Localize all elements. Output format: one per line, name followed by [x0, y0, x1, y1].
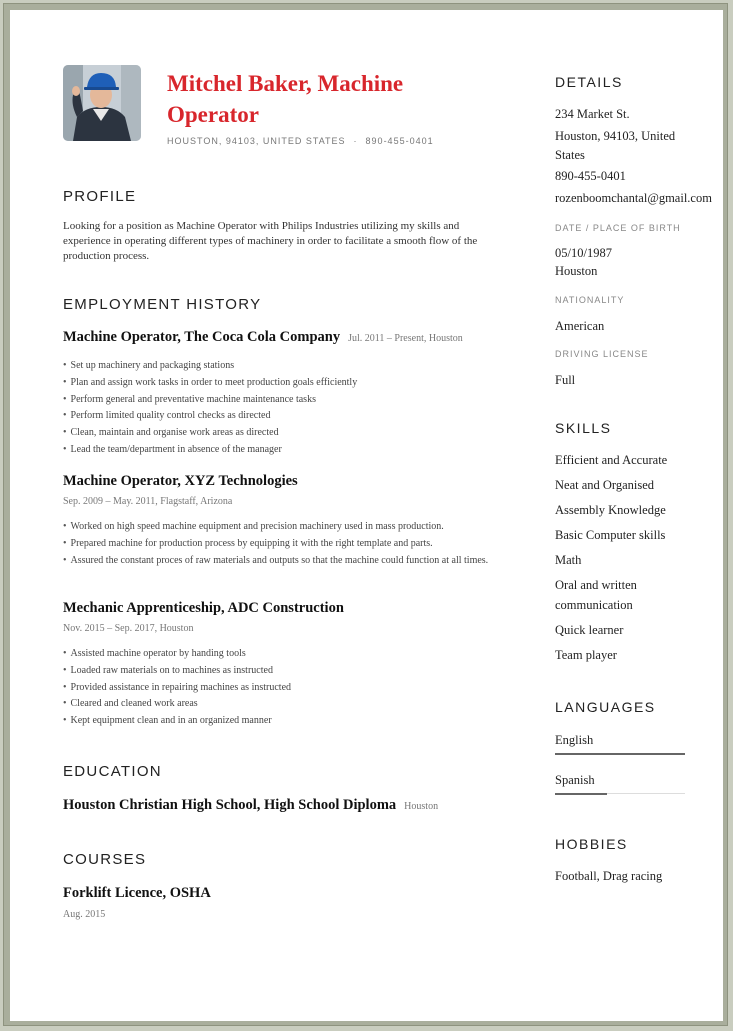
language-english: [555, 731, 685, 754]
details-phone: 890-455-0401: [555, 169, 626, 183]
list-item: • Perform general and preventative machine maintenance tasks: [63, 392, 493, 409]
job-title-1: [63, 329, 463, 346]
language-bar-fill: [555, 793, 607, 795]
skill-item: Oral and written communication: [555, 578, 637, 612]
dob-value: 05/10/1987: [555, 246, 612, 260]
languages-heading: LANGUAGES: [555, 699, 656, 715]
list-item: • Set up machinery and packaging stations: [63, 358, 493, 375]
employment-heading: EMPLOYMENT HISTORY: [63, 296, 262, 313]
skill-item: Neat and Organised: [555, 478, 655, 492]
job-bullets-3: [63, 646, 493, 730]
course-date: Aug. 2015: [63, 909, 106, 920]
hobbies-heading: HOBBIES: [555, 836, 628, 852]
profile-text: Looking for a position as Machine Operator with Philips Industries utilizing my skills and experience in operating different types of machinery in order to facilitate a smooth flow of the production process.: [63, 220, 478, 262]
education-location: Houston: [404, 801, 439, 812]
dob-label: DATE / PLACE OF BIRTH: [555, 223, 681, 233]
language-spanish: [555, 771, 685, 794]
courses-heading: COURSES: [63, 851, 147, 868]
language-name: Spanish: [555, 773, 595, 787]
list-item: • Provided assistance in repairing machines as instructed: [63, 680, 493, 697]
language-bar-track: [555, 793, 685, 794]
details-email[interactable]: rozenboomchantal@gmail.com: [555, 191, 712, 205]
list-item: • Assured the constant proces of raw materials and outputs so that the machine could function at all times.: [63, 553, 493, 570]
header-location: HOUSTON, 94103, UNITED STATES: [167, 136, 346, 146]
skill-item: Math: [555, 553, 582, 567]
profile-heading: PROFILE: [63, 188, 137, 205]
job-title-2: Machine Operator, XYZ Technologies: [63, 473, 298, 489]
license-label: DRIVING LICENSE: [555, 349, 649, 359]
list-item: • Lead the team/department in absence of the manager: [63, 442, 493, 459]
education-school: Houston Christian High School, High School Diploma: [63, 797, 397, 813]
details-address-1: 234 Market St.: [555, 107, 630, 121]
details-heading: DETAILS: [555, 74, 623, 90]
details-address-2: Houston, 94103, United States: [555, 129, 676, 162]
job-title-3: Mechanic Apprenticeship, ADC Construction: [63, 600, 344, 616]
skill-item: Efficient and Accurate: [555, 453, 668, 467]
skill-item: Assembly Knowledge: [555, 503, 666, 517]
language-name: English: [555, 733, 594, 747]
job-bullets-1: [63, 358, 493, 459]
list-item: • Assisted machine operator by handing tools: [63, 646, 493, 663]
language-bar-track: [555, 753, 685, 754]
job-title-text: Machine Operator, The Coca Cola Company: [63, 329, 341, 345]
header-phone: 890-455-0401: [365, 136, 434, 146]
job-meta-3: Nov. 2015 – Sep. 2017, Houston: [63, 623, 194, 634]
skills-heading: SKILLS: [555, 420, 612, 436]
education-heading: EDUCATION: [63, 763, 162, 780]
page-frame: [3, 3, 728, 1026]
candidate-name: Mitchel Baker, Machine Operator: [167, 71, 404, 127]
skills-list: [555, 450, 705, 670]
list-item: • Prepared machine for production process by equipping it with the right template and parts.: [63, 536, 493, 553]
license-value: Full: [555, 373, 576, 387]
nationality-label: NATIONALITY: [555, 295, 625, 305]
birthplace-value: Houston: [555, 264, 598, 278]
list-item: • Perform limited quality control checks as directed: [63, 408, 493, 425]
hobbies-text: Football, Drag racing: [555, 869, 663, 883]
list-item: • Kept equipment clean and in an organized manner: [63, 713, 493, 730]
course-entry: Forklift Licence, OSHA: [63, 885, 211, 901]
header-separator: ·: [353, 136, 358, 146]
list-item: • Worked on high speed machine equipment and precision machinery used in mass production.: [63, 519, 493, 536]
list-item: • Plan and assign work tasks in order to meet production goals efficiently: [63, 375, 493, 392]
skill-item: Basic Computer skills: [555, 528, 666, 542]
job-meta-2: Sep. 2009 – May. 2011, Flagstaff, Arizona: [63, 496, 233, 507]
education-entry: [63, 797, 438, 814]
job-meta: Jul. 2011 – Present, Houston: [348, 333, 463, 344]
header-contact: [167, 136, 434, 146]
job-bullets-2: [63, 519, 493, 569]
language-bar-fill: [555, 753, 685, 755]
skill-item: Team player: [555, 648, 617, 662]
list-item: • Clean, maintain and organise work areas as directed: [63, 425, 493, 442]
nationality-value: American: [555, 319, 605, 333]
skill-item: Quick learner: [555, 623, 624, 637]
list-item: • Loaded raw materials on to machines as instructed: [63, 663, 493, 680]
resume-page: [10, 10, 723, 1021]
list-item: • Cleared and cleaned work areas: [63, 696, 493, 713]
profile-photo: [63, 65, 141, 141]
